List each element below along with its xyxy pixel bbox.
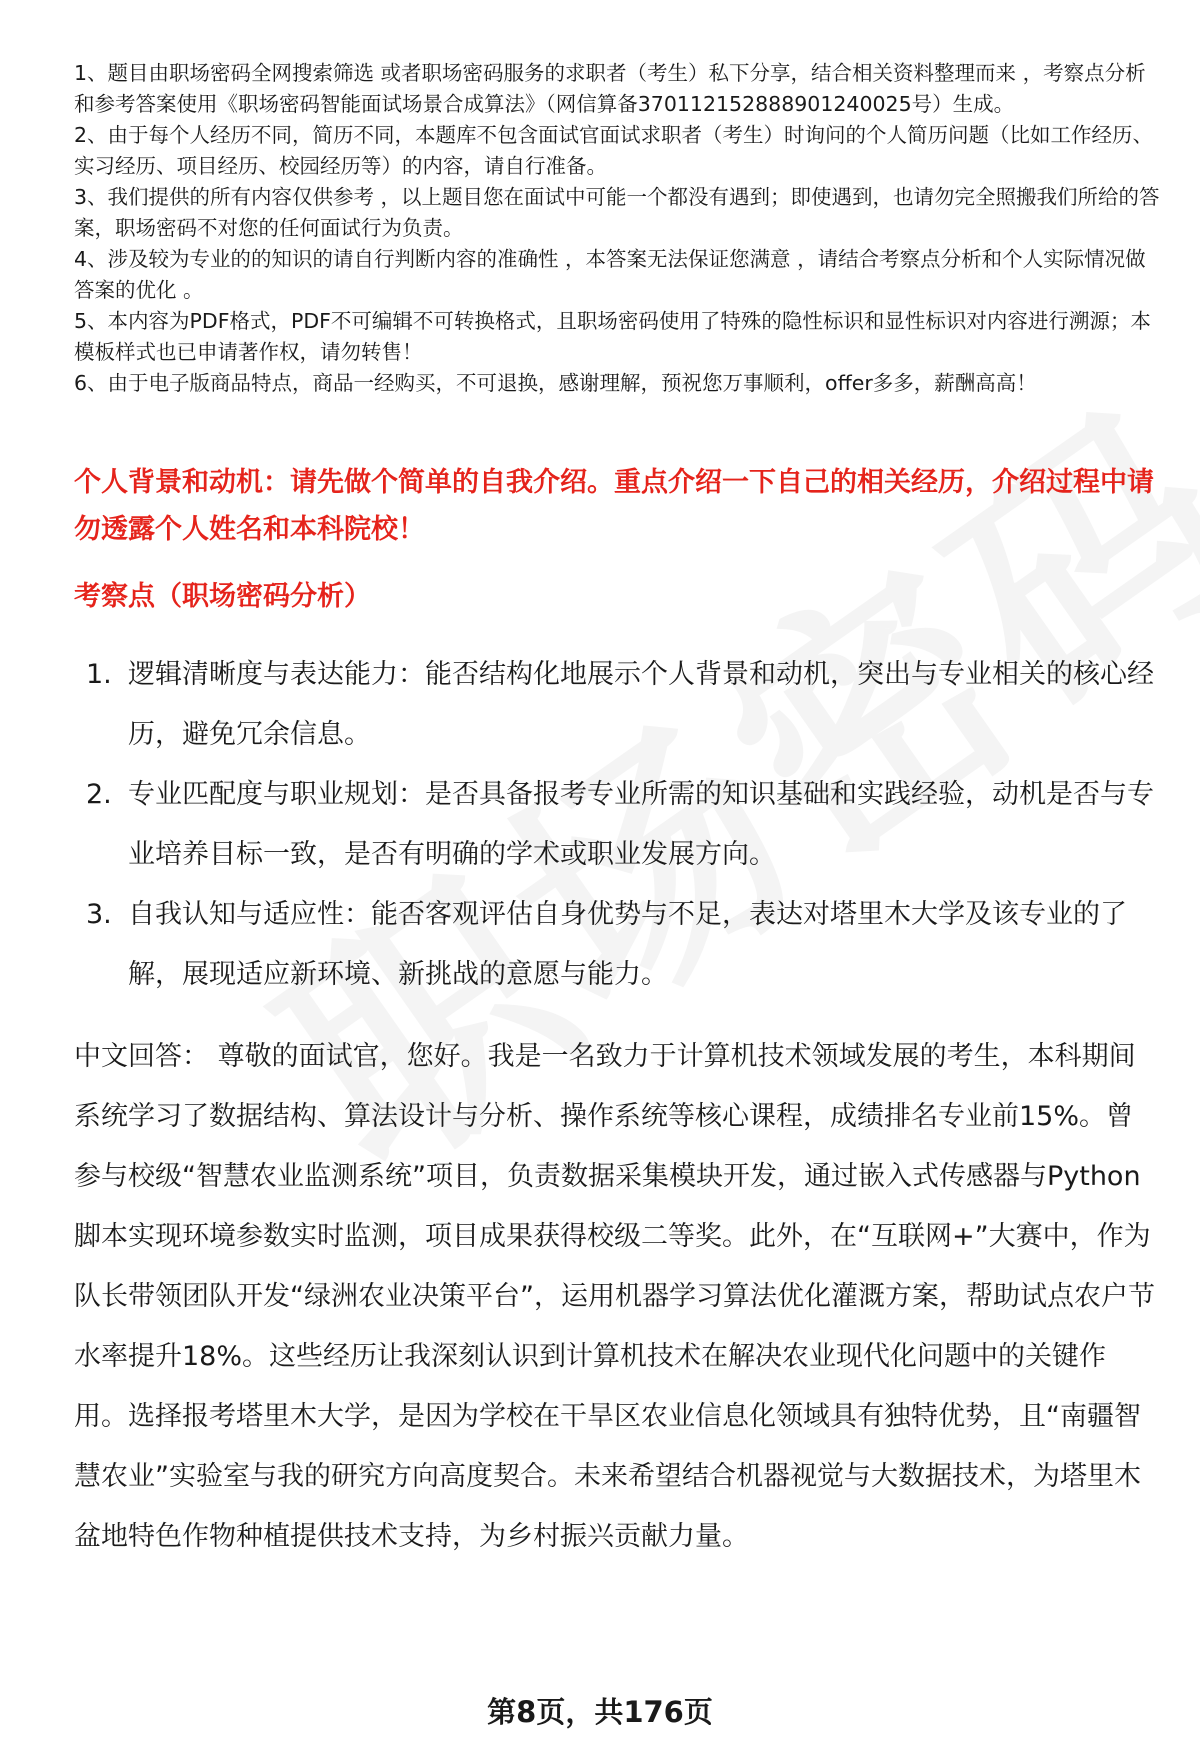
key-point-item bbox=[74, 765, 1154, 885]
key-point-text: 逻辑清晰度与表达能力：能否结构化地展示个人背景和动机，突出与专业相关的核心经历，避免冗余信息。 bbox=[128, 659, 1154, 750]
notice-list bbox=[74, 58, 1164, 399]
notice-item: 1、题目由职场密码全网搜索筛选 或者职场密码服务的求职者（考生）私下分享，结合相关资料整理而来 ，考察点分析和参考答案使用《职场密码智能面试场景合成算法》（网信算备370112152888901240025号）生成。 bbox=[74, 61, 1146, 116]
key-point-item bbox=[74, 645, 1154, 765]
notice-item: 4、涉及较为专业的的知识的请自行判断内容的准确性 ，本答案无法保证您满意 ，请结合考察点分析和个人实际情况做答案的优化 。 bbox=[74, 247, 1146, 302]
notice-item: 2、由于每个人经历不同，简历不同，本题库不包含面试官面试求职者（考生）时询问的个人简历问题（比如工作经历、实习经历、项目经历、校园经历等）的内容，请自行准备。 bbox=[74, 123, 1154, 178]
key-points-list bbox=[74, 645, 1154, 1005]
key-point-text: 专业匹配度与职业规划：是否具备报考专业所需的知识基础和实践经验，动机是否与专业培养目标一致，是否有明确的学术或职业发展方向。 bbox=[128, 779, 1154, 870]
key-point-number: 3. bbox=[86, 899, 112, 930]
answer-paragraph: 中文回答： 尊敬的面试官，您好。我是一名致力于计算机技术领域发展的考生，本科期间系统学习了数据结构、算法设计与分析、操作系统等核心课程，成绩排名专业前15%。曾参与校级“智慧农业监测系统”项目，负责数据采集模块开发，通过嵌入式传感器与Python脚本实现环境参数实时监测，项目成果获得校级二等奖。此外，在“互联网+”大赛中，作为队长带领团队开发“绿洲农业决策平台”，运用机器学习算法优化灌溉方案，帮助试点农户节水率提升18%。这些经历让我深刻认识到计算机技术在解决农业现代化问题中的关键作用。选择报考塔里木大学，是因为学校在干旱区农业信息化领域具有独特优势，且“南疆智慧农业”实验室与我的研究方向高度契合。未来希望结合机器视觉与大数据技术，为塔里木盆地特色作物种植提供技术支持，为乡村振兴贡献力量。 bbox=[74, 1041, 1155, 1552]
key-points-heading: 考察点（职场密码分析） bbox=[74, 581, 371, 612]
notice-item: 5、本内容为PDF格式，PDF不可编辑不可转换格式，且职场密码使用了特殊的隐性标识和显性标识对内容进行溯源；本模板样式也已申请著作权，请勿转售！ bbox=[74, 309, 1151, 364]
question-heading: 个人背景和动机：请先做个简单的自我介绍。重点介绍一下自己的相关经历，介绍过程中请勿透露个人姓名和本科院校！ bbox=[74, 467, 1154, 545]
key-point-text: 自我认知与适应性：能否客观评估自身优势与不足，表达对塔里木大学及该专业的了解，展现适应新环境、新挑战的意愿与能力。 bbox=[128, 899, 1127, 990]
key-point-item bbox=[74, 885, 1154, 1005]
notice-item: 6、由于电子版商品特点，商品一经购买，不可退换，感谢理解，预祝您万事顺利，offer多多，薪酬高高！ bbox=[74, 371, 1037, 395]
page-number: 第8页，共176页 bbox=[487, 1695, 713, 1729]
key-point-number: 1. bbox=[86, 659, 112, 690]
notice-item: 3、我们提供的所有内容仅供参考 ，以上题目您在面试中可能一个都没有遇到；即使遇到，也请勿完全照搬我们所给的答案，职场密码不对您的任何面试行为负责。 bbox=[74, 185, 1160, 240]
key-point-number: 2. bbox=[86, 779, 112, 810]
